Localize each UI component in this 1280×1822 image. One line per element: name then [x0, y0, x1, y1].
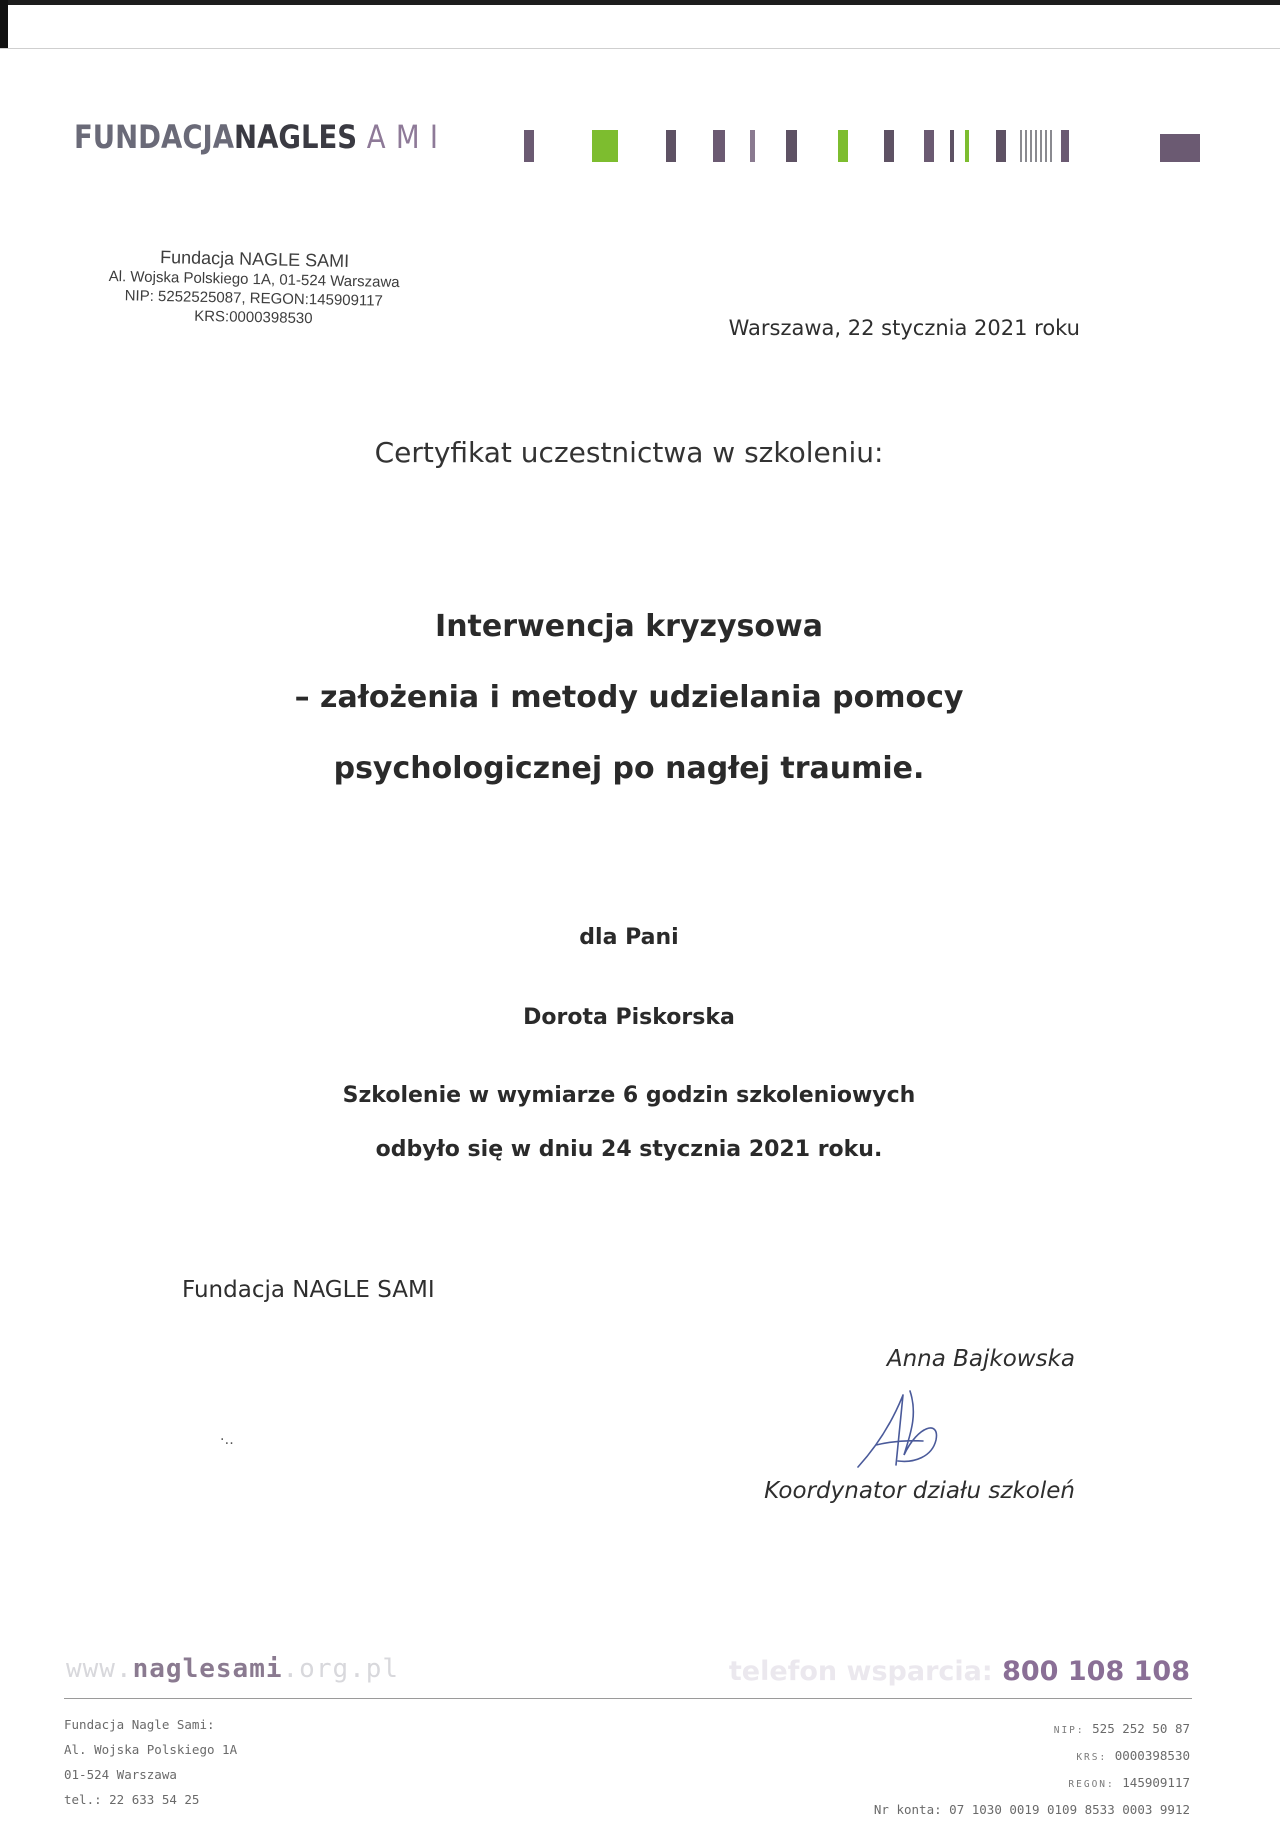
- logo-stripe: [750, 130, 755, 162]
- footer-divider: [64, 1698, 1192, 1699]
- training-title-line: Interwencja kryzysowa: [435, 609, 823, 644]
- scan-speck: ·‥: [220, 1432, 234, 1448]
- address-line: tel.: 22 633 54 25: [64, 1792, 200, 1807]
- logo-stripe: [1045, 130, 1047, 162]
- document-date: Warszawa, 22 stycznia 2021 roku: [728, 316, 1080, 340]
- footer-address: [64, 1712, 237, 1812]
- logo-stripe: [1040, 130, 1042, 162]
- address-line: Fundacja Nagle Sami:: [64, 1717, 215, 1732]
- scan-edge-top: [0, 0, 1280, 5]
- recipient-salutation: dla Pani: [579, 925, 679, 950]
- footer-registration-ids: [700, 1716, 1190, 1822]
- phone-number: 800 108 108: [1002, 1656, 1190, 1687]
- logo-text-ami: AMI: [366, 118, 449, 156]
- krs-label: KRS:: [1076, 1752, 1108, 1763]
- logo-text-nagles: NAGLES: [234, 118, 358, 156]
- regon-label: REGON:: [1068, 1779, 1115, 1790]
- nip-value: 525 252 50 87: [1092, 1721, 1190, 1736]
- nip-row: [700, 1716, 1190, 1743]
- certificate-title: Certyfikat uczestnictwa w szkoleniu:: [374, 436, 884, 469]
- logo-stripe: [838, 130, 848, 162]
- recipient-name: Dorota Piskorska: [523, 1005, 735, 1030]
- training-title: [0, 604, 1258, 817]
- footer-support-phone: [700, 1656, 1190, 1687]
- logo-stripe: [786, 130, 797, 162]
- logo-stripe: [666, 130, 676, 162]
- foundation-logo: [74, 118, 448, 156]
- footer-website: [66, 1654, 399, 1684]
- address-line: Al. Wojska Polskiego 1A: [64, 1742, 238, 1757]
- logo-stripe: [950, 130, 954, 162]
- stamp-nip-regon: NIP: 5252525087, REGON:145909117: [124, 287, 384, 310]
- stamp-org-name: Fundacja NAGLE SAMI: [159, 247, 350, 271]
- account-label: Nr konta:: [873, 1802, 942, 1817]
- logo-stripe: [965, 130, 969, 162]
- logo-stripe: [1061, 130, 1069, 162]
- logo-stripe: [924, 130, 934, 162]
- logo-stripe: [1035, 130, 1037, 162]
- logo-stripe: [1025, 130, 1027, 162]
- url-domain: naglesami: [132, 1654, 283, 1684]
- url-suffix: .org.pl: [282, 1654, 400, 1684]
- logo-stripe: [1160, 134, 1200, 162]
- regon-row: [700, 1770, 1190, 1797]
- url-prefix: www.: [66, 1654, 133, 1684]
- training-title-line: – założenia i metody udzielania pomocy: [294, 680, 964, 715]
- scan-fold-line: [0, 48, 1280, 49]
- account-row: [700, 1797, 1190, 1822]
- logo-stripe: [884, 130, 894, 162]
- scan-edge-left: [0, 0, 8, 48]
- signer-name: Anna Bajkowska: [886, 1346, 1075, 1372]
- regon-value: 145909117: [1122, 1775, 1190, 1790]
- logo-stripe: [996, 130, 1006, 162]
- logo-text-fundacja: FUNDACJA: [74, 118, 235, 156]
- training-title-line: psychologicznej po nagłej traumie.: [333, 751, 925, 786]
- organization-signature-label: Fundacja NAGLE SAMI: [182, 1277, 435, 1303]
- nip-label: NIP:: [1053, 1725, 1085, 1736]
- logo-stripe: [1050, 130, 1052, 162]
- sender-stamp: [93, 245, 415, 331]
- handwritten-signature: [848, 1385, 948, 1475]
- stamp-address: Al. Wojska Polskiego 1A, 01-524 Warszawa: [108, 267, 400, 292]
- stamp-krs: KRS:0000398530: [193, 307, 313, 328]
- address-line: 01-524 Warszawa: [64, 1767, 177, 1782]
- account-value: 07 1030 0019 0109 8533 0003 9912: [949, 1802, 1190, 1817]
- krs-row: [700, 1743, 1190, 1770]
- logo-stripe: [592, 130, 618, 162]
- logo-stripe: [524, 130, 534, 162]
- logo-barcode-stripes: [520, 130, 1200, 162]
- training-date: odbyło się w dniu 24 stycznia 2021 roku.: [375, 1137, 883, 1162]
- logo-stripe: [1030, 130, 1032, 162]
- training-duration: Szkolenie w wymiarze 6 godzin szkoleniowych: [342, 1083, 916, 1108]
- logo-stripe: [713, 130, 725, 162]
- phone-label: telefon wsparcia:: [728, 1656, 993, 1687]
- krs-value: 0000398530: [1114, 1748, 1190, 1763]
- signer-role: Koordynator działu szkoleń: [764, 1478, 1075, 1504]
- logo-stripe: [1020, 130, 1022, 162]
